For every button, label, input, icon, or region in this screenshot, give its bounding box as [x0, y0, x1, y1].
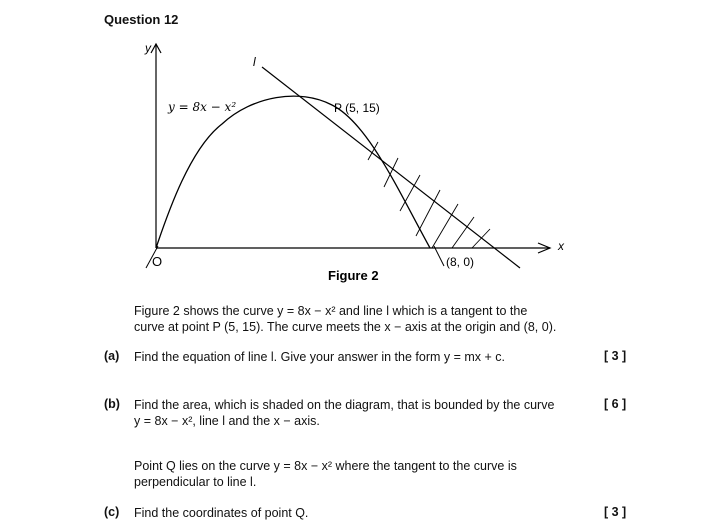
part-a-marks: [ 3 ]: [604, 349, 627, 363]
part-b-line-1: Find the area, which is shaded on the diagram, that is bounded by the curve: [134, 398, 555, 412]
point-q-line-1: Point Q lies on the curve y = 8x − x² where the tangent to the curve is: [134, 459, 517, 473]
part-b-marks: [ 6 ]: [604, 397, 627, 411]
origin-label: O: [152, 254, 163, 269]
part-a-label: (a): [104, 349, 120, 363]
shaded-region-hatching: [368, 142, 490, 248]
intro-line-2: curve at point P (5, 15). The curve meets the x − axis at the origin and (8, 0).: [134, 320, 557, 334]
point-q-line-2: perpendicular to line l.: [134, 475, 257, 489]
point-8-tick: [434, 246, 444, 266]
figure-caption: Figure 2: [328, 268, 379, 283]
line-l-label: l: [253, 55, 256, 69]
part-c-text: Find the coordinates of point Q.: [134, 506, 309, 520]
parabola-curve: [156, 96, 430, 248]
x-axis-label: x: [558, 239, 564, 253]
part-c-label: (c): [104, 505, 120, 519]
part-a-text: Find the equation of line l. Give your answer in the form y = mx + c.: [134, 350, 506, 364]
point-p-label: P (5, 15): [334, 101, 380, 115]
part-c-marks: [ 3 ]: [604, 505, 627, 519]
part-b-line-2: y = 8x − x², line l and the x − axis.: [134, 414, 320, 428]
question-title: Question 12: [104, 12, 179, 27]
curve-label: y = 8x − x²: [168, 100, 237, 114]
part-b-label: (b): [104, 397, 120, 411]
intro-line-1: Figure 2 shows the curve y = 8x − x² and line l which is a tangent to the: [134, 304, 528, 318]
y-axis-label: y: [145, 41, 151, 55]
point-8-label: (8, 0): [446, 255, 475, 269]
